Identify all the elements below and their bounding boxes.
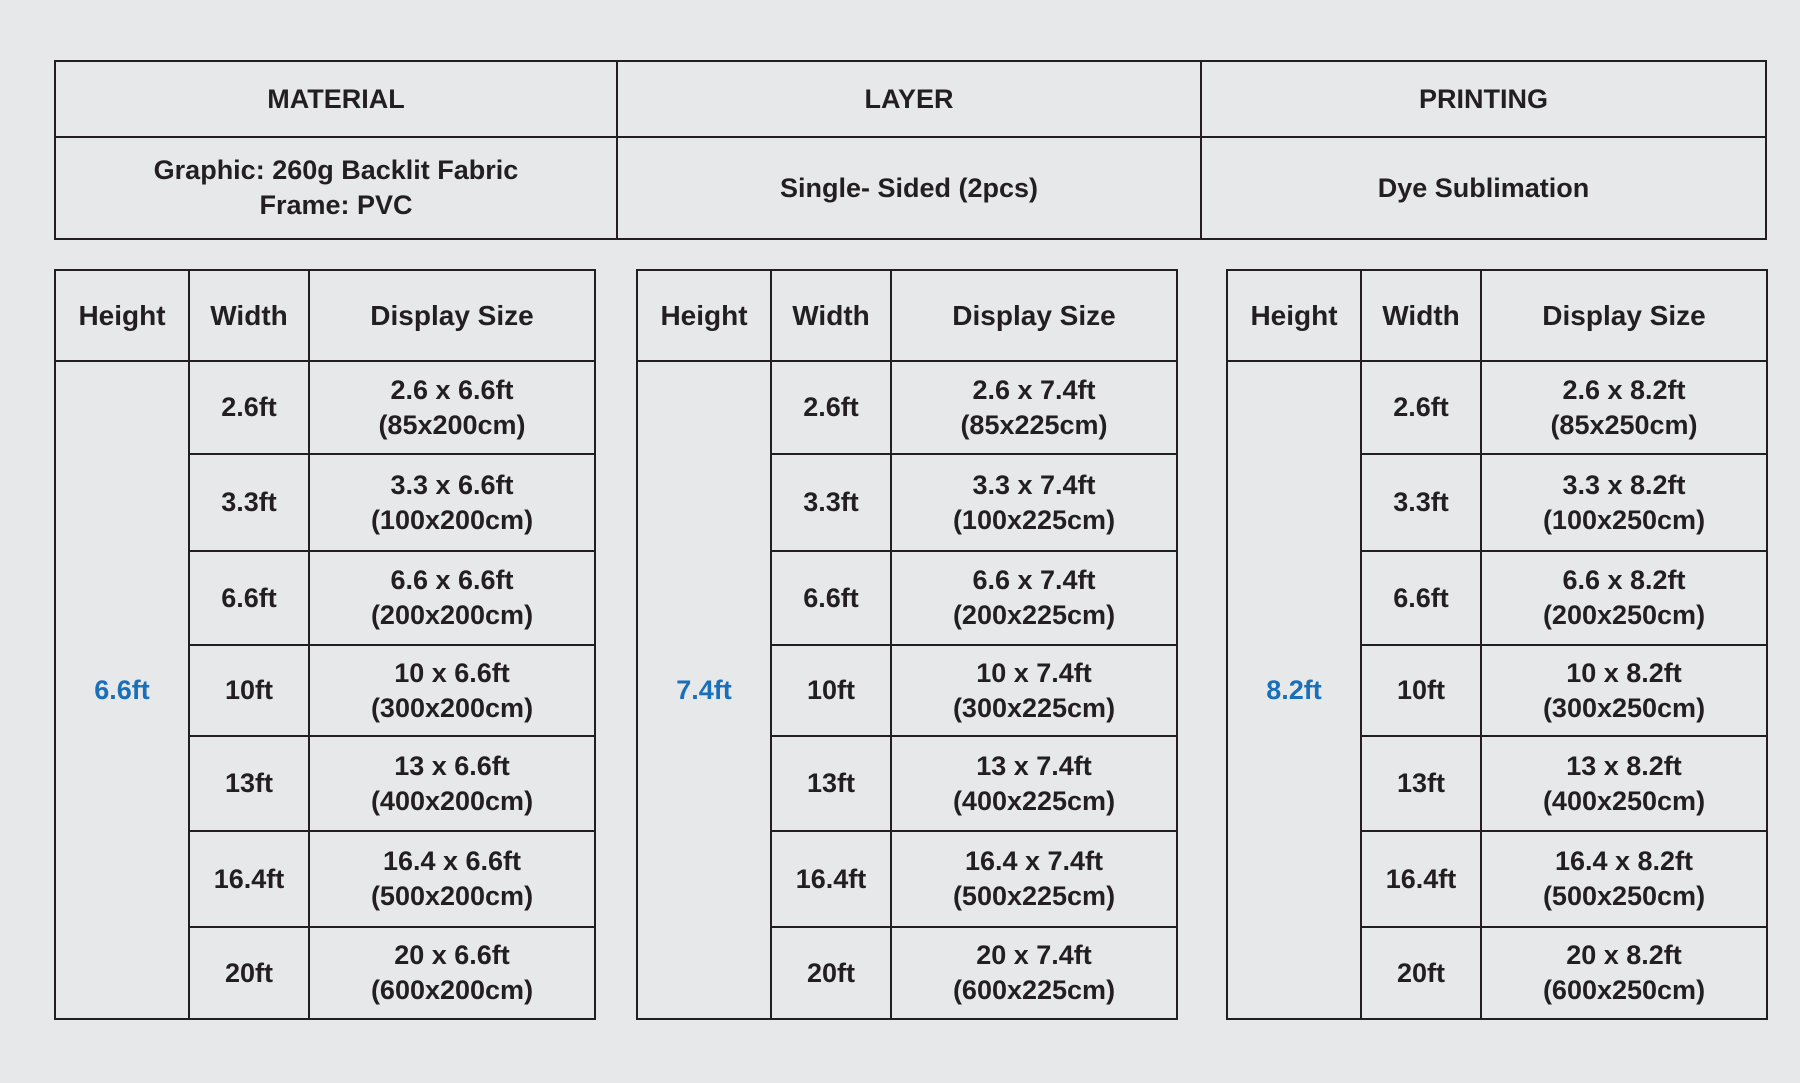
- width-value: 16.4ft: [189, 831, 309, 927]
- width-column-header: Width: [189, 270, 309, 361]
- display-size-cm: (100x200cm): [370, 504, 534, 535]
- display-size-cm: (600x225cm): [952, 975, 1116, 1005]
- display-size-value: [1481, 831, 1767, 927]
- display-size-cm: (500x200cm): [370, 881, 534, 911]
- display-size-cm: (300x200cm): [370, 692, 534, 723]
- display-size-ft: 10 x 7.4ft: [976, 657, 1092, 688]
- display-size-value: [1481, 927, 1767, 1019]
- width-value: 20ft: [189, 927, 309, 1019]
- height-column-header: Height: [55, 270, 189, 361]
- material-spec-table: [54, 60, 1767, 240]
- width-value: 20ft: [1361, 927, 1481, 1019]
- size-header-row: [55, 270, 595, 361]
- width-column-header: Width: [771, 270, 891, 361]
- display-size-ft: 10 x 6.6ft: [394, 657, 510, 688]
- printing-value: Dye Sublimation: [1201, 137, 1766, 239]
- width-value: 6.6ft: [1361, 551, 1481, 645]
- layer-header: LAYER: [617, 61, 1201, 137]
- display-size-value: [891, 927, 1177, 1019]
- width-value: 10ft: [771, 645, 891, 736]
- spec-header-row: [55, 61, 1766, 137]
- display-size-ft: 16.4 x 7.4ft: [964, 846, 1104, 876]
- size-table: [636, 269, 1178, 1020]
- display-size-value: [309, 645, 595, 736]
- display-size-ft: 3.3 x 8.2ft: [1562, 469, 1686, 500]
- width-value: 6.6ft: [189, 551, 309, 645]
- display-size-cm: (200x250cm): [1542, 600, 1706, 630]
- printing-header: PRINTING: [1201, 61, 1766, 137]
- display-size-cm: (600x250cm): [1542, 975, 1706, 1005]
- display-size-value: [1481, 551, 1767, 645]
- display-size-value: [891, 831, 1177, 927]
- display-size-ft: 16.4 x 8.2ft: [1554, 846, 1694, 876]
- display-size-value: [891, 551, 1177, 645]
- display-size-cm: (85x225cm): [960, 409, 1108, 440]
- width-value: 16.4ft: [1361, 831, 1481, 927]
- spec-value-row: [55, 137, 1766, 239]
- material-graphic-line: Graphic: 260g Backlit Fabric: [153, 155, 519, 185]
- height-value: 7.4ft: [637, 361, 771, 1019]
- display-size-value: [891, 361, 1177, 454]
- display-size-value: [1481, 736, 1767, 831]
- display-size-value: [891, 645, 1177, 736]
- display-size-cm: (300x250cm): [1542, 692, 1706, 723]
- display-size-ft: 16.4 x 6.6ft: [382, 846, 522, 876]
- width-value: 3.3ft: [771, 454, 891, 551]
- display-size-ft: 13 x 6.6ft: [394, 750, 510, 781]
- height-value: 6.6ft: [55, 361, 189, 1019]
- display-size-cm: (400x250cm): [1542, 785, 1706, 816]
- size-row: [1227, 361, 1767, 454]
- display-size-ft: 3.3 x 6.6ft: [390, 469, 514, 500]
- display-size-column-header: Display Size: [891, 270, 1177, 361]
- display-size-ft: 3.3 x 7.4ft: [972, 469, 1096, 500]
- display-size-value: [891, 736, 1177, 831]
- layer-value: Single- Sided (2pcs): [617, 137, 1201, 239]
- width-value: 6.6ft: [771, 551, 891, 645]
- display-size-ft: 6.6 x 7.4ft: [972, 565, 1096, 595]
- width-value: 13ft: [771, 736, 891, 831]
- width-value: 13ft: [1361, 736, 1481, 831]
- display-size-ft: 10 x 8.2ft: [1566, 657, 1682, 688]
- display-size-value: [309, 551, 595, 645]
- display-size-ft: 2.6 x 7.4ft: [972, 374, 1096, 405]
- display-size-value: [309, 736, 595, 831]
- display-size-cm: (100x250cm): [1542, 504, 1706, 535]
- display-size-value: [309, 831, 595, 927]
- width-value: 16.4ft: [771, 831, 891, 927]
- display-size-cm: (400x225cm): [952, 785, 1116, 816]
- height-column-header: Height: [637, 270, 771, 361]
- display-size-value: [309, 454, 595, 551]
- display-size-cm: (200x225cm): [952, 600, 1116, 630]
- display-size-value: [1481, 454, 1767, 551]
- display-size-ft: 20 x 7.4ft: [976, 940, 1092, 970]
- display-size-cm: (85x250cm): [1550, 409, 1698, 440]
- display-size-cm: (300x225cm): [952, 692, 1116, 723]
- display-size-cm: (200x200cm): [370, 600, 534, 630]
- width-value: 2.6ft: [771, 361, 891, 454]
- size-row: [637, 361, 1177, 454]
- display-size-ft: 2.6 x 8.2ft: [1562, 374, 1686, 405]
- display-size-ft: 13 x 8.2ft: [1566, 750, 1682, 781]
- display-size-ft: 6.6 x 8.2ft: [1562, 565, 1686, 595]
- material-frame-line: Frame: PVC: [259, 190, 413, 220]
- size-table: [54, 269, 596, 1020]
- width-column-header: Width: [1361, 270, 1481, 361]
- material-value: [55, 137, 617, 239]
- width-value: 20ft: [771, 927, 891, 1019]
- width-value: 10ft: [189, 645, 309, 736]
- display-size-ft: 20 x 6.6ft: [394, 940, 510, 970]
- display-size-column-header: Display Size: [1481, 270, 1767, 361]
- display-size-cm: (100x225cm): [952, 504, 1116, 535]
- display-size-cm: (500x225cm): [952, 881, 1116, 911]
- display-size-value: [1481, 645, 1767, 736]
- size-row: [55, 361, 595, 454]
- display-size-cm: (85x200cm): [378, 409, 526, 440]
- display-size-cm: (400x200cm): [370, 785, 534, 816]
- size-header-row: [637, 270, 1177, 361]
- display-size-ft: 6.6 x 6.6ft: [390, 565, 514, 595]
- display-size-cm: (600x200cm): [370, 975, 534, 1005]
- width-value: 10ft: [1361, 645, 1481, 736]
- display-size-ft: 2.6 x 6.6ft: [390, 374, 514, 405]
- display-size-value: [309, 361, 595, 454]
- material-header: MATERIAL: [55, 61, 617, 137]
- display-size-column-header: Display Size: [309, 270, 595, 361]
- size-header-row: [1227, 270, 1767, 361]
- width-value: 2.6ft: [189, 361, 309, 454]
- display-size-value: [309, 927, 595, 1019]
- display-size-value: [891, 454, 1177, 551]
- display-size-ft: 13 x 7.4ft: [976, 750, 1092, 781]
- display-size-ft: 20 x 8.2ft: [1566, 940, 1682, 970]
- display-size-value: [1481, 361, 1767, 454]
- size-table: [1226, 269, 1768, 1020]
- width-value: 2.6ft: [1361, 361, 1481, 454]
- display-size-cm: (500x250cm): [1542, 881, 1706, 911]
- height-value: 8.2ft: [1227, 361, 1361, 1019]
- width-value: 3.3ft: [189, 454, 309, 551]
- width-value: 13ft: [189, 736, 309, 831]
- width-value: 3.3ft: [1361, 454, 1481, 551]
- height-column-header: Height: [1227, 270, 1361, 361]
